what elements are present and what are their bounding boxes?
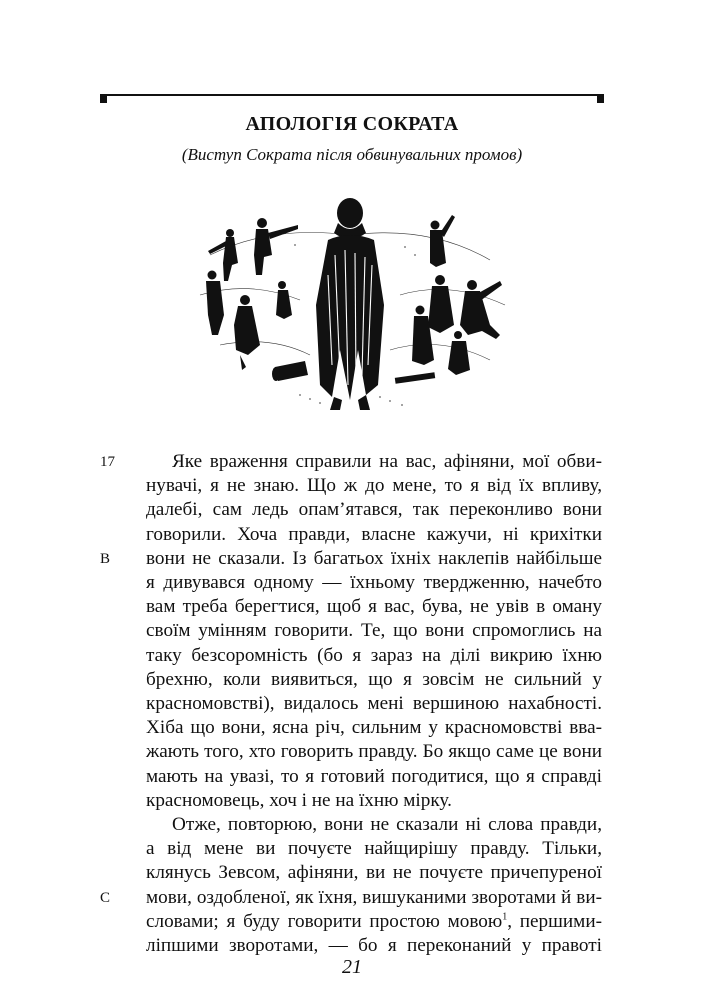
- chapter-subtitle: (Виступ Сократа після обвинувальних промов): [181, 145, 523, 164]
- text-line: Хіба що вони, ясна річ, сильним у красномовстві вва-: [146, 717, 602, 739]
- text-line: таку безсоромність (бо я зараз на ділі викрию їхню: [146, 644, 602, 666]
- page-number: 21: [342, 956, 362, 978]
- text-line: Яке враження справили на вас, афіняни, мої обви-: [172, 451, 602, 472]
- text-fragment: словами; я буду говорити простою мовою: [146, 910, 503, 932]
- text-line: Отже, повторюю, вони не сказали ні слова правди,: [172, 814, 602, 836]
- text-line: нувачі, я не знаю. Що ж до мене, то я від їх впливу,: [146, 475, 602, 497]
- margin-letter-b: B: [100, 551, 111, 567]
- text-line: красномовець, хоч і не на їхню мірку.: [146, 789, 452, 811]
- text-line: мають на увазі, то я готовий погодитися, що я справді: [146, 765, 602, 787]
- text-line: вам треба берегтися, щоб я вас, бува, не увів в оману: [146, 596, 602, 618]
- text-line: а від мене ви почуєте найщирішу правду. Тільки,: [146, 838, 602, 860]
- margin-number-17: 17: [100, 454, 115, 470]
- rule-square-right: [597, 96, 604, 103]
- text-line: клянусь Зевсом, афіняни, ви не почуєте причепуреної: [146, 862, 602, 884]
- chapter-title: АПОЛОГІЯ СОКРАТА: [245, 113, 459, 135]
- text-line-with-footnote: [146, 910, 602, 934]
- margin-letter-c: C: [100, 890, 111, 906]
- socrates-illustration: [190, 185, 510, 425]
- header-rule: [100, 92, 604, 104]
- text-line: говорили. Хоча правди, власне кажучи, ні крихітки: [146, 523, 602, 545]
- text-line: своїм умінням говорити. Те, що вони спромоглись на: [146, 620, 602, 642]
- rule-square-left: [100, 96, 107, 103]
- text-line: вони не сказали. Із багатьох їхніх наклепів найбільше: [146, 547, 602, 569]
- footnote-ref[interactable]: 1: [502, 911, 508, 923]
- central-figure: [316, 198, 384, 410]
- text-fragment: , першими-: [507, 910, 602, 932]
- text-line: мови, оздобленої, як їхня, вишуканими зворотами й ви-: [146, 886, 602, 908]
- text-line: ліпшими зворотами, — бо я переконаний у правоті: [146, 935, 602, 957]
- text-line: красномовстві), видалось мені вершиною нахабності.: [146, 693, 602, 715]
- rule-line: [100, 94, 604, 96]
- body-text: [146, 450, 602, 958]
- text-line: я дивувався одному — їхньому твердженню, начебто: [146, 572, 602, 594]
- text-line: жають того, хто говорить правду. Бо якщо саме це вони: [146, 741, 602, 763]
- text-line: брехню, коли виявиться, що я зовсім не сильний у: [146, 668, 602, 690]
- text-line: далебі, сам ледь опам’ятався, так переконливо вони: [146, 499, 602, 521]
